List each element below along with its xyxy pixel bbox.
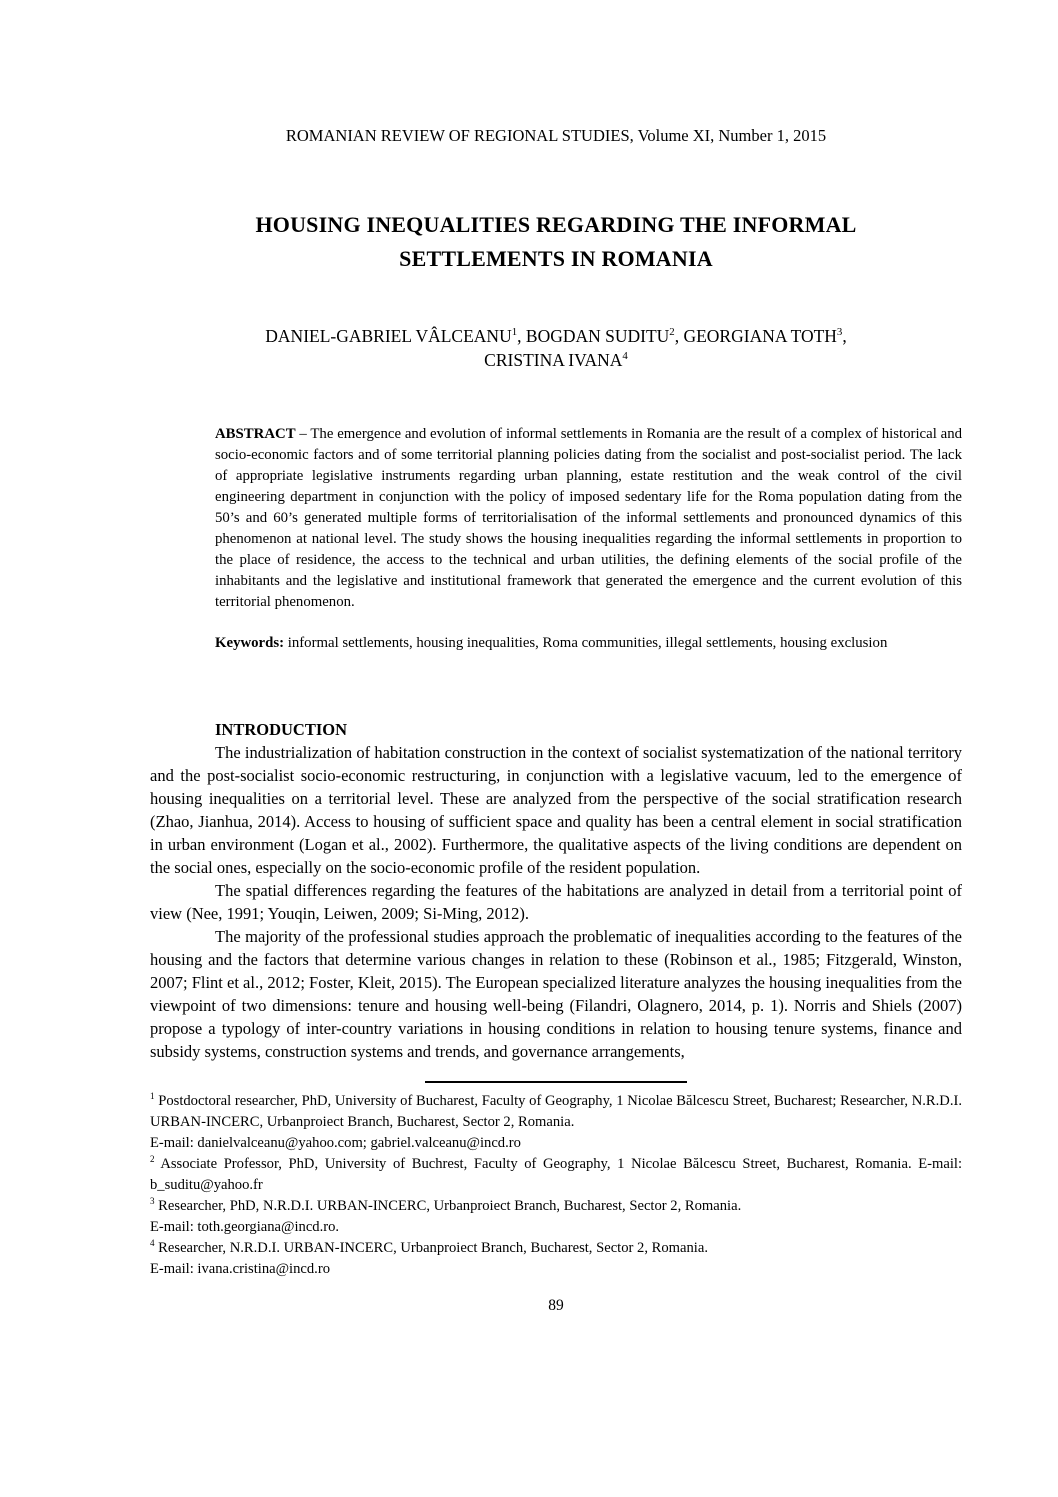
footnote: $^3$ Researcher, PhD, N.R.D.I. URBAN-INCERC, Urbanproiect Branch, Bucharest, Sector 2, Romania. E-mail: toth.georgiana@incd.ro. [150,1196,962,1238]
introduction-section [150,718,962,1063]
footnote: $^1$ Postdoctoral researcher, PhD, University of Bucharest, Faculty of Geography, 1 Nicolae Bălcescu Street, Bucharest; Researcher, N.R.D.I. URBAN-INCERC, Urbanproiect Branch, Bucharest, Sector 2, Romania. E-mail: danielvalceanu@yahoo.com; gabriel.valceanu@incd.ro [150,1091,962,1154]
author-footnote-marker: 3 [836,326,843,339]
footnote-separator [425,1081,687,1083]
footnote-email-line: E-mail: toth.georgiana@incd.ro. [150,1219,340,1235]
footnote-marker: 4 [150,1238,155,1249]
body-paragraph: The spatial differences regarding the features of the habitations are analyzed in detail from a territorial point of view (Nee, 1991; Youqin, Leiwen, 2009; Si-Ming, 2012). [150,881,962,923]
journal-header: ROMANIAN REVIEW OF REGIONAL STUDIES, Volume XI, Number 1, 2015 [285,126,827,145]
paper-title-line2: SETTLEMENTS IN ROMANIA [399,246,713,271]
footnote-marker: 2 [150,1154,155,1165]
footnote: $^4$ Researcher, N.R.D.I. URBAN-INCERC, Urbanproiect Branch, Bucharest, Sector 2, Romania. E-mail: ivana.cristina@incd.ro [150,1238,962,1280]
author-footnote-marker: 4 [622,350,628,363]
footnote-marker: 1 [150,1091,155,1102]
footnote-email-line: E-mail: ivana.cristina@incd.ro [150,1261,330,1277]
introduction-paragraphs [150,741,962,1063]
authors-block [150,324,962,372]
footnote-email-line: E-mail: danielvalceanu@yahoo.com; gabriel.valceanu@incd.ro [150,1135,521,1151]
abstract-label: ABSTRACT [215,426,296,442]
paper-title-line1: HOUSING INEQUALITIES REGARDING THE INFORMAL [255,212,857,237]
body-paragraph: The industrialization of habitation construction in the context of socialist systematization of the national territory and the post-socialist socio-economic restructuring, in conjunction with a legislative vacuum, led to the emergence of housing inequalities on a territorial level. These are analyzed from the perspective of the social stratification research (Zhao, Jianhua, 2014). Access to housing of sufficient space and quality has been a central element in social stratification in urban environment (Logan et al., 2002). Furthermore, the qualitative aspects of the living conditions are dependent on the social ones, especially on the socio-economic profile of the resident population. [150,743,962,877]
footnote-marker: 3 [150,1196,155,1207]
page-number: 89 [548,1297,564,1314]
author-footnote-marker: 2 [669,326,675,339]
body-paragraph: The majority of the professional studies approach the problematic of inequalities according to the features of the housing and the factors that determine various changes in relation to these (Robinson et al., 1985; Fitzgerald, Winston, 2007; Flint et al., 2012; Foster, Kleit, 2015). The European specialized literature analyzes the housing inequalities from the viewpoint of two dimensions: tenure and housing well-being (Filandri, Olagnero, 2014, p. 1). Norris and Shiels (2007) propose a typology of inter-country variations in housing conditions in relation to housing tenure systems, finance and subsidy systems, construction systems and trends, and governance arrangements, [150,927,962,1061]
authors-line: CRISTINA IVANA$^4$ [484,350,628,370]
keywords-label: Keywords: [215,635,285,651]
section-heading-introduction: INTRODUCTION [215,720,348,739]
footnote: $^2$ Associate Professor, PhD, University of Buchrest, Faculty of Geography, 1 Nicolae Bălcescu Street, Bucharest, Romania. E-mail: b_suditu@yahoo.fr [150,1154,962,1193]
abstract-text: – The emergence and evolution of informal settlements in Romania are the result of a complex of historical and socio-economic factors and of some territorial planning policies dating from the socialist and post-socialist period. The lack of appropriate legislative instruments regarding urban planning, estate restitution and the weak control of the civil engineering department in conjunction with the policy of imposed sedentary life for the Roma population dating from the 50’s and 60’s generated multiple forms of territorialisation of the informal settlements and pronounced dynamics of this phenomenon at national level. The study shows the housing inequalities regarding the informal settlements in proportion to the place of residence, the access to the technical and urban utilities, the defining elements of the social profile of the inhabitants and the legislative and institutional framework that generated the emergence and the current evolution of this territorial phenomenon. [215,426,962,610]
author-footnote-marker: 1 [511,326,518,339]
keywords-text: informal settlements, housing inequalities, Roma communities, illegal settlements, housing exclusion [284,635,888,651]
footnotes-block [150,1091,962,1280]
keywords [215,633,962,654]
authors-line: DANIEL-GABRIEL VÂLCEANU$^1$, BOGDAN SUDITU$^2$, GEORGIANA TOTH$^3$, [265,326,847,346]
paper-title [150,208,962,276]
abstract [215,424,962,613]
